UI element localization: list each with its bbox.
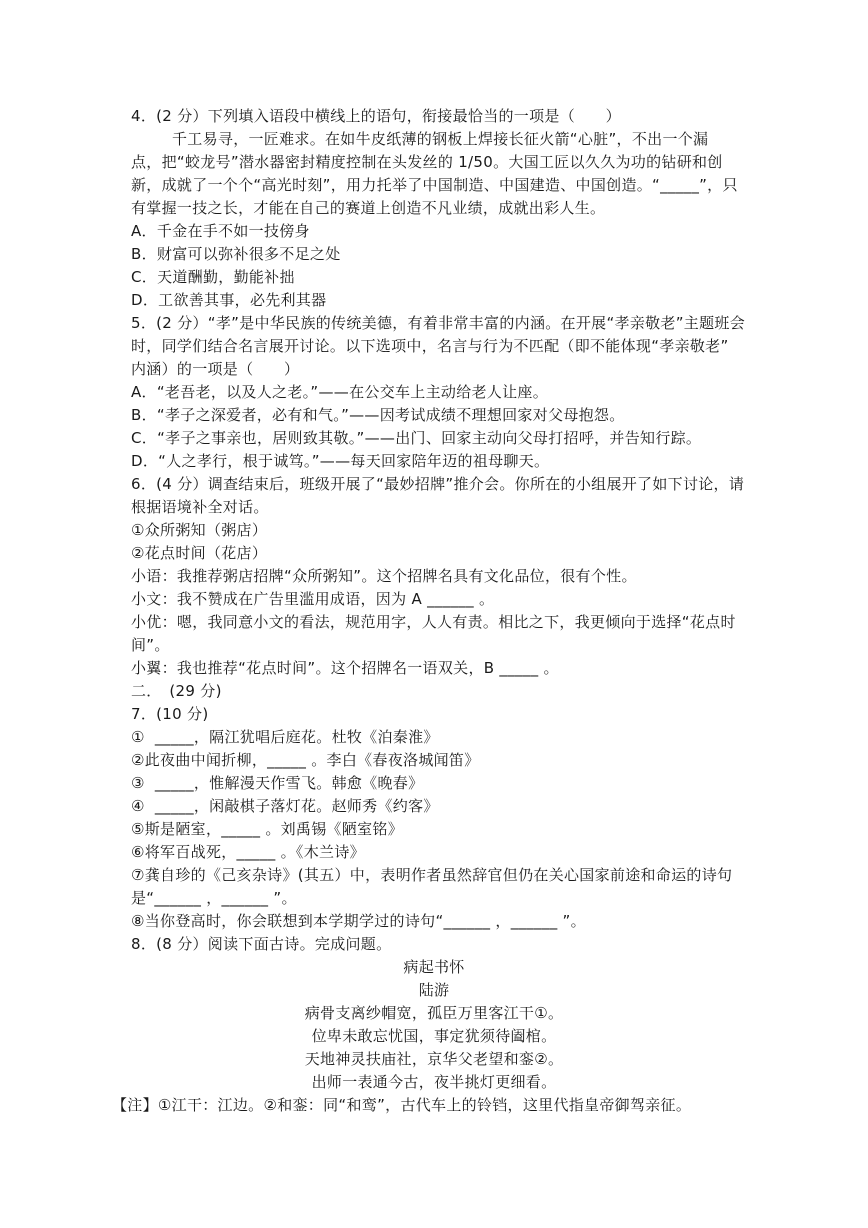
- q6-line: 小优：嗯，我同意小文的看法，规范用字，人人有责。相比之下，我更倾向于选择“花点时: [131, 613, 736, 631]
- q5-option-c: C．“孝子之事亲也，居则致其敬。”——出门、回家主动向父母打招呼，并告知行踪。: [131, 429, 702, 447]
- section-heading: 二． (29 分): [131, 682, 222, 700]
- q4-passage-line: 千工易寻，一匠难求。在如牛皮纸薄的钢板上焊接长征火箭“心脏”，不出一个漏: [172, 130, 709, 148]
- poem-line: 天地神灵扶庙社，京华父老望和銮②。: [304, 1050, 564, 1068]
- q6-line: ②花点时间（花店）: [131, 544, 268, 562]
- q4-passage-line: 新，成就了一个个“高光时刻”，用力托举了中国制造、中国建造、中国创造。“_____”，只: [131, 176, 738, 194]
- q5-stem-line: 内涵）的一项是（ ）: [131, 360, 300, 378]
- q7-item: ②此夜曲中闻折柳，_____ 。李白《春夜洛城闻笛》: [131, 751, 480, 769]
- q6-line: 根据语境补全对话。: [131, 498, 269, 516]
- q6-line: 小翼：我也推荐“花点时间”。这个招牌名一语双关，B _____ 。: [131, 659, 559, 677]
- q5-stem-line: 5．(2 分）“孝”是中华民族的传统美德，有着非常丰富的内涵。在开展“孝亲敬老”主题班会: [131, 314, 745, 332]
- poem-line: 位卑未敢忘忧国，事定犹须待阖棺。: [311, 1027, 557, 1045]
- q4-option-b: B．财富可以弥补很多不足之处: [131, 245, 341, 263]
- q4-passage-line: 有掌握一技之长，才能在自己的赛道上创造不凡业绩，成就出彩人生。: [131, 199, 606, 217]
- q4-option-d: D．工欲善其事，必先利其器: [131, 291, 327, 309]
- q5-option-b: B．“孝子之深爱者，必有和气。”——因考试成绩不理想回家对父母抱怨。: [131, 406, 625, 424]
- q4-option-c: C．天道酬勤，勤能补拙: [131, 268, 295, 286]
- poem-title: 病起书怀: [403, 958, 465, 976]
- q6-line: ①众所粥知（粥店）: [131, 521, 268, 539]
- q5-option-d: D．“人之孝行，根于诚笃。”——每天回家陪年迈的祖母聊天。: [131, 452, 550, 470]
- q6-line: 小文：我不赞成在广告里滥用成语，因为 A ______ 。: [131, 590, 495, 608]
- q5-stem-line: 时，同学们结合名言展开讨论。以下选项中，名言与行为不匹配（即不能体现“孝亲敬老”: [131, 337, 729, 355]
- q7-item: ① _____，隔江犹唱后庭花。杜牧《泊秦淮》: [131, 728, 439, 746]
- poem-line: 出师一表通今古，夜半挑灯更细看。: [311, 1073, 557, 1091]
- poem-author: 陆游: [418, 981, 450, 999]
- q4-option-a: A．千金在手不如一技傍身: [131, 222, 310, 240]
- q7-stem: 7．(10 分): [131, 705, 209, 723]
- q7-item: ④ _____，闲敲棋子落灯花。赵师秀《约客》: [131, 797, 439, 815]
- poem-line: 病骨支离纱帽宽，孤臣万里客江干①。: [304, 1004, 564, 1022]
- q7-item: 是“______ ，______ ”。: [131, 889, 297, 907]
- poem-note: 【注】①江干：江边。②和銮：同“和鸾”，古代车上的铃铛，这里代指皇帝御驾亲征。: [112, 1096, 692, 1114]
- q4-stem: 4．(2 分）下列填入语段中横线上的语句，衔接最恰当的一项是（ ）: [131, 107, 621, 125]
- q7-item: ③ _____，惟解漫天作雪飞。韩愈《晚春》: [131, 774, 424, 792]
- q7-item: ⑤斯是陋室，_____ 。刘禹锡《陋室铭》: [131, 820, 404, 838]
- q7-item: ⑦龚自珍的《己亥杂诗》(其五）中，表明作者虽然辞官但仍在关心国家前途和命运的诗句: [131, 866, 733, 884]
- q6-line: 间”。: [131, 636, 170, 654]
- q4-passage-line: 点，把“蛟龙号”潜水器密封精度控制在头发丝的 1/50。大国工匠以久久为功的钻研和创: [131, 153, 723, 171]
- q7-item: ⑧当你登高时，你会联想到本学期学过的诗句“______ ，______ ”。: [131, 912, 586, 930]
- q5-option-a: A．“老吾老，以及人之老。”——在公交车上主动给老人让座。: [131, 383, 549, 401]
- q7-item: ⑥将军百战死，_____ 。《木兰诗》: [131, 843, 365, 861]
- q8-stem: 8．(8 分）阅读下面古诗。完成问题。: [131, 935, 392, 953]
- q6-line: 6．(4 分）调查结束后，班级开展了“最妙招牌”推介会。你所在的小组展开了如下讨论，请: [131, 475, 745, 493]
- q6-line: 小语：我推荐粥店招牌“众所粥知”。这个招牌名具有文化品位，很有个性。: [131, 567, 637, 585]
